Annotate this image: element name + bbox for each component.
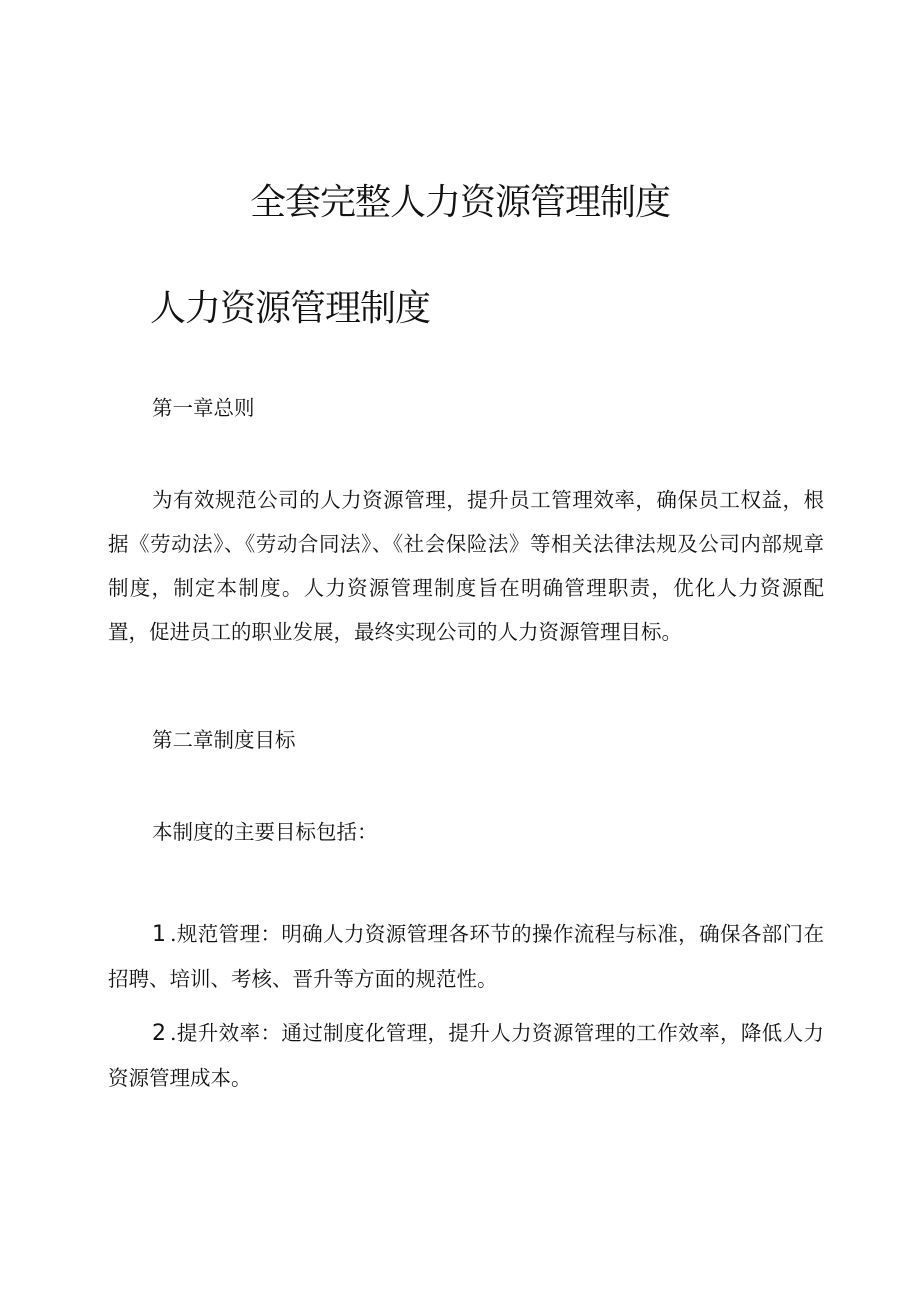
list-item-1	[108, 912, 824, 1001]
chapter-1-paragraph: 为有效规范公司的人力资源管理，提升员工管理效率，确保员工权益，根据《劳动法》、《劳动合同法》、《社会保险法》等相关法律法规及公司内部规章制度，制定本制度。人力资源管理制度旨在明确管理职责，优化人力资源配置，促进员工的职业发展，最终实现公司的人力资源管理目标。	[108, 488, 824, 644]
chapter-2-intro: 本制度的主要目标包括：	[152, 820, 378, 844]
list-item-2-number: 2	[152, 1021, 166, 1046]
list-item-2	[108, 1011, 824, 1100]
chapter-2-heading: 第二章制度目标	[152, 728, 296, 752]
document-title: 全套完整人力资源管理制度	[249, 182, 670, 223]
chapter-1-heading: 第一章总则	[152, 396, 255, 420]
list-item-2-text: .提升效率：通过制度化管理，提升人力资源管理的工作效率，降低人力资源管理成本。	[108, 1021, 824, 1090]
list-item-1-text: .规范管理：明确人力资源管理各环节的操作流程与标准，确保各部门在招聘、培训、考核、晋升等方面的规范性。	[108, 922, 824, 991]
section-title: 人力资源管理制度	[150, 288, 431, 329]
list-item-1-number: 1	[152, 922, 166, 947]
